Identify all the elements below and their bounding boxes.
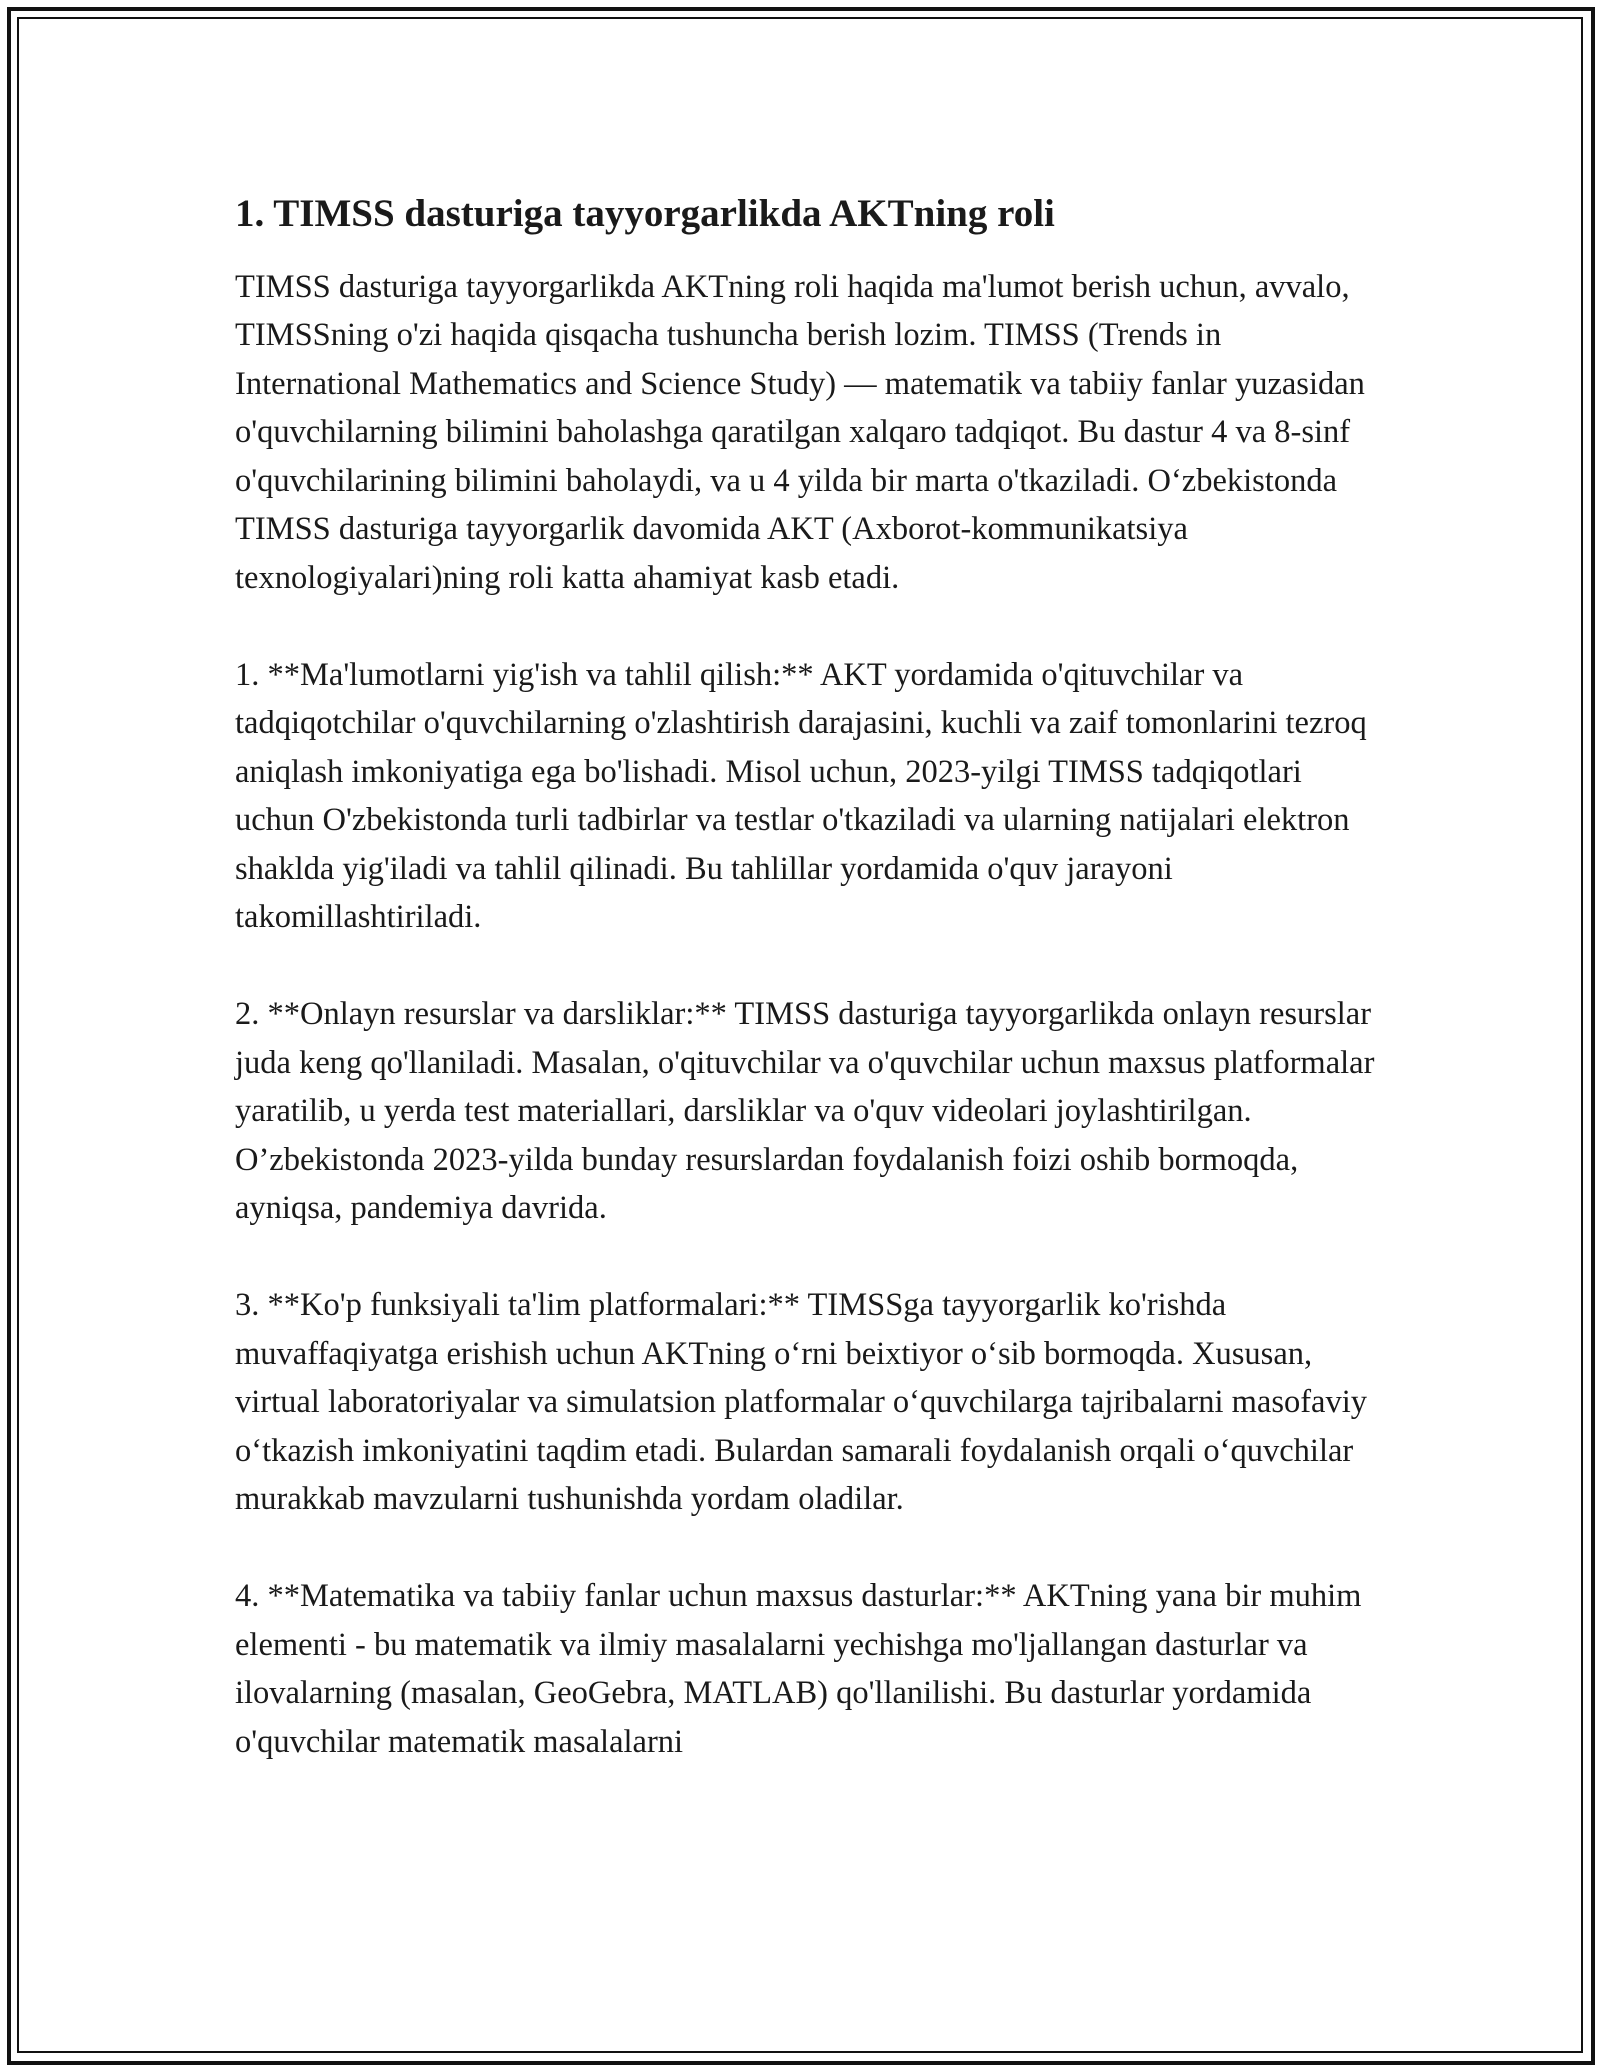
intro-paragraph: TIMSS dasturiga tayyorgarlikda AKTning roli haqida ma'lumot berish uchun, avvalo, TIMSSning o'zi haqida qisqacha tushuncha berish lozim. TIMSS (Trends in International Mathematics and Science Study) — matematik va tabiiy fanlar yuzasidan o'quvchilarning bilimini baholashga qaratilgan xalqaro tadqiqot. Bu dastur 4 va 8-sinf o'quvchilarining bilimini baholaydi, va u 4 yilda bir marta o'tkaziladi. O‘zbekistonda TIMSS dasturiga tayyorgarlik davomida AKT (Axborot-kommunikatsiya texnologiyalari)ning roli katta ahamiyat kasb etadi. (235, 268, 1365, 596)
document-title: 1. TIMSS dasturiga tayyorgarlikda AKTning roli (235, 192, 1055, 235)
paragraph-online-resources: 2. **Onlayn resurslar va darsliklar:** TIMSS dasturiga tayyorgarlikda onlayn resurslar juda keng qo'llaniladi. Masalan, o'qituvchilar va o'quvchilar uchun maxsus platformalar yaratilib, u yerda test materiallari, darsliklar va o'quv videolari joylashtirilgan. O’zbekistonda 2023-yilda bunday resurslardan foydalanish foizi oshib bormoqda, ayniqsa, pandemiya davrida. (235, 996, 1375, 1227)
paragraph-learning-platforms: 3. **Ko'p funksiyali ta'lim platformalari:** TIMSSga tayyorgarlik ko'rishda muvaffaqiyatga erishish uchun AKTning o‘rni beixtiyor o‘sib bormoqda. Xususan, virtual laboratoriyalar va simulatsion platformalar o‘quvchilarga tajribalarni masofaviy o‘tkazish imkoniyatini taqdim etadi. Bulardan samarali foydalanish orqali o‘quvchilar murakkab mavzularni tushunishda yordam oladilar. (235, 1287, 1367, 1518)
document-body (235, 190, 1375, 1766)
paragraph-special-software: 4. **Matematika va tabiiy fanlar uchun maxsus dasturlar:** AKTning yana bir muhim elementi - bu matematik va ilmiy masalalarni yechishga mo'ljallangan dasturlar va ilovalarning (masalan, GeoGebra, MATLAB) qo'llanilishi. Bu dasturlar yordamida o'quvchilar matematik masalalarni (235, 1578, 1362, 1760)
paragraph-data-collection: 1. **Ma'lumotlarni yig'ish va tahlil qilish:** AKT yordamida o'qituvchilar va tadqiqotchilar o'quvchilarning o'zlashtirish darajasini, kuchli va zaif tomonlarini tezroq aniqlash imkoniyatiga ega bo'lishadi. Misol uchun, 2023-yilgi TIMSS tadqiqotlari uchun O'zbekistonda turli tadbirlar va testlar o'tkaziladi va ularning natijalari elektron shaklda yig'iladi va tahlil qilinadi. Bu tahlillar yordamida o'quv jarayoni takomillashtiriladi. (235, 656, 1367, 936)
